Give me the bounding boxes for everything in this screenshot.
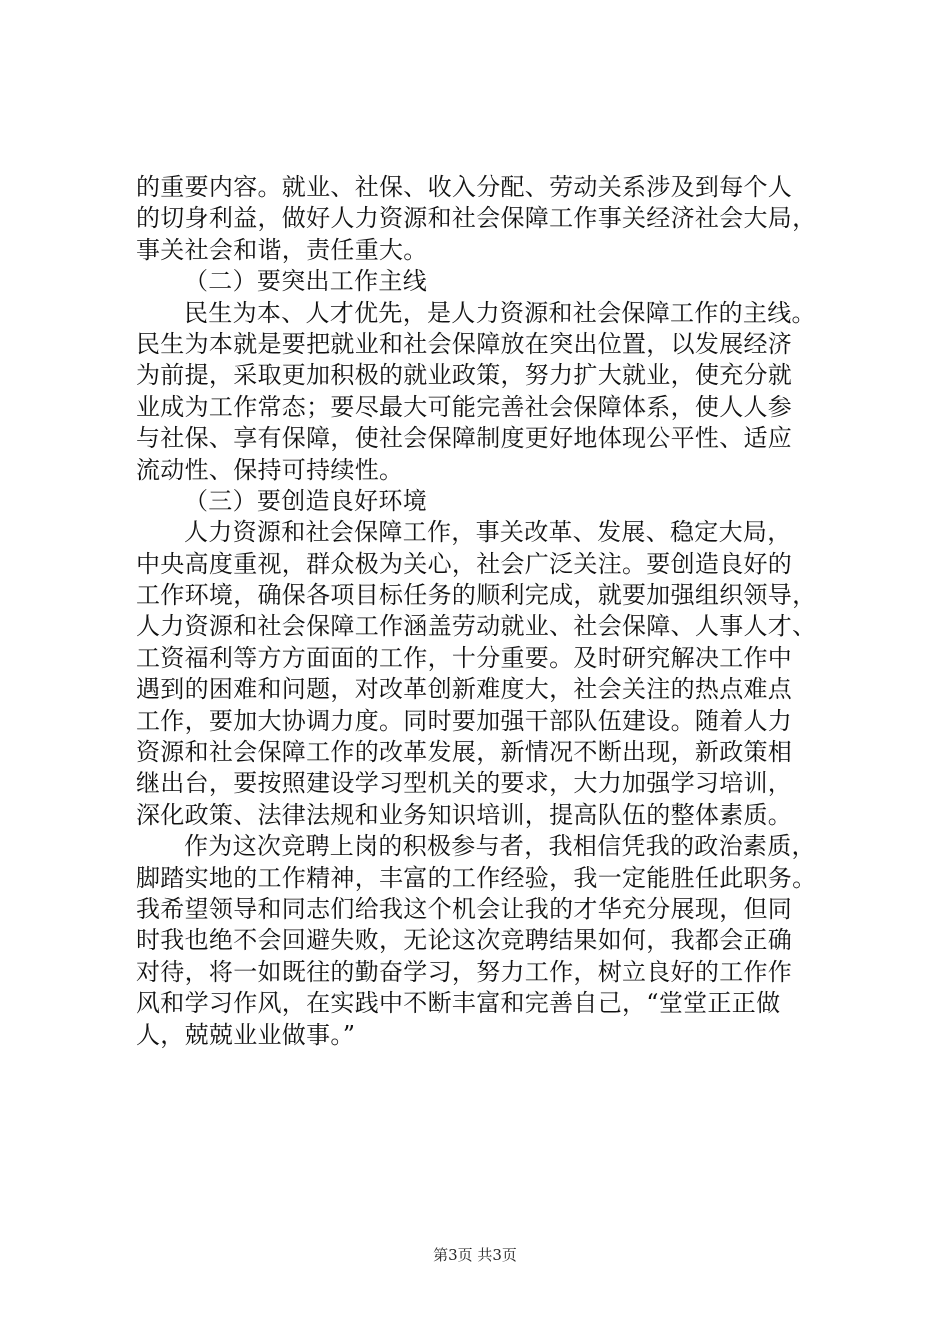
- text-line: 的重要内容。就业、社保、收入分配、劳动关系涉及到每个人: [136, 173, 793, 201]
- text-line: 脚踏实地的工作精神，丰富的工作经验，我一定能胜任此职务。: [136, 863, 817, 892]
- text-line: 业成为工作常态；要尽最大可能完善社会保障体系，使人人参: [136, 392, 793, 421]
- text-line: 工作，要加大协调力度。同时要加强干部队伍建设。随着人力: [136, 706, 793, 735]
- text-line: 与社保、享有保障，使社会保障制度更好地体现公平性、适应: [136, 424, 793, 453]
- text-line: 风和学习作风，在实践中不断丰富和完善自己，“堂堂正正做: [136, 989, 781, 1018]
- text-line: 资源和社会保障工作的改革发展，新情况不断出现，新政策相: [136, 738, 793, 767]
- text-line: 作为这次竞聘上岗的积极参与者，我相信凭我的政治素质，: [184, 832, 816, 861]
- text-line: 人，兢兢业业做事。”: [136, 1020, 356, 1049]
- text-line: 继出台，要按照建设学习型机关的要求，大力加强学习培训，: [136, 769, 793, 798]
- text-line: 人力资源和社会保障工作涵盖劳动就业、社会保障、人事人才、: [136, 612, 817, 641]
- text-line: 对待，将一如既往的勤奋学习，努力工作，树立良好的工作作: [136, 957, 793, 986]
- text-line: 的切身利益，做好人力资源和社会保障工作事关经济社会大局，: [136, 204, 817, 233]
- text-line: 工资福利等方方面面的工作，十分重要。及时研究解决工作中: [136, 643, 793, 672]
- text-line: 深化政策、法律法规和业务知识培训，提高队伍的整体素质。: [136, 800, 793, 829]
- text-line: （三）要创造良好环境: [184, 486, 427, 515]
- text-line: 中央高度重视，群众极为关心，社会广泛关注。要创造良好的: [136, 549, 793, 578]
- text-line: 遇到的困难和问题，对改革创新难度大，社会关注的热点难点: [136, 675, 793, 704]
- page-footer: 第3页 共3页: [433, 1246, 517, 1264]
- text-line: （二）要突出工作主线: [184, 267, 427, 296]
- text-line: 工作环境，确保各项目标任务的顺利完成，就要加强组织领导，: [136, 581, 817, 610]
- text-line: 为前提，采取更加积极的就业政策，努力扩大就业，使充分就: [136, 361, 793, 390]
- text-line: 人力资源和社会保障工作，事关改革、发展、稳定大局，: [184, 518, 792, 547]
- text-line: 我希望领导和同志们给我这个机会让我的才华充分展现，但同: [136, 894, 793, 923]
- text-line: 民生为本、人才优先，是人力资源和社会保障工作的主线。: [184, 298, 816, 327]
- text-line: 事关社会和谐，责任重大。: [136, 235, 428, 264]
- text-line: 时我也绝不会回避失败，无论这次竞聘结果如何，我都会正确: [136, 926, 793, 955]
- document-body: [136, 172, 826, 1051]
- text-line: 民生为本就是要把就业和社会保障放在突出位置，以发展经济: [136, 329, 793, 358]
- text-line: 流动性、保持可持续性。: [136, 455, 404, 484]
